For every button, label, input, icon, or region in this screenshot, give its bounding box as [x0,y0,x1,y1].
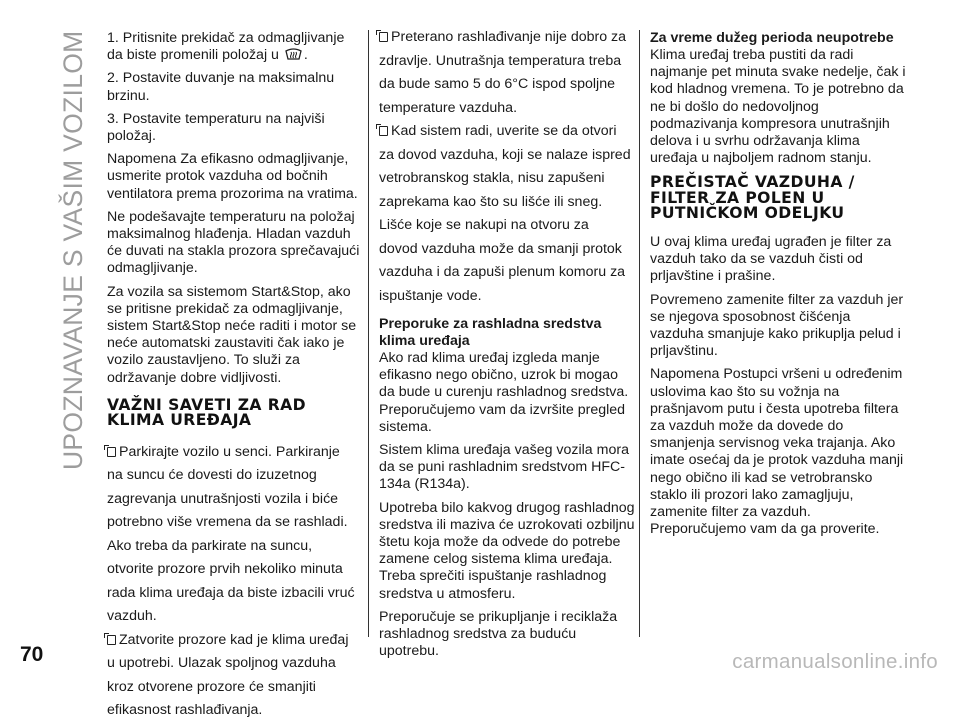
watermark: carmanualsonline.info [732,650,938,673]
heading-line: PUTNIČKOM ODELJKU [650,204,845,223]
recycling-paragraph: Preporučuje se prikupljanje i reciklaža rashladnog sredstva za buduću upotrebu. [379,608,618,660]
heading-line: FILTER ZA POLEN U [650,188,825,207]
tip-line: za dovod vazduha, koji se nalaze ispred [379,146,631,163]
tip-text: Parkirajte vozilo u senci. Parkiranje [119,443,340,460]
heading-line: KLIMA UREĐAJA [107,411,252,430]
long-storage-paragraph: Klima uređaj treba pustiti da radi najmanje pet minuta svake nedelje, čak i kod hladnog vremena. To je potrebno da ne bi došlo do nedovoljnog podmazivanja kompresora unutrašnjih delova i u svrhu održavanja klima uređaja u najboljem radnom stanju. [650,47,906,167]
tip-parking [107,441,364,629]
refrigerant-type-paragraph: Sistem klima uređaja vašeg vozila mora da se puni rashladnim sredstvom HFC-134a (R134a). [379,442,629,493]
tip-bullet-icon [107,635,116,645]
tip-line: otvorite prozore prvih nekoliko minuta [107,561,343,578]
start-stop-paragraph: Za vozila sa sistemom Start&Stop, ako se pritisne prekidač za odmagljivanje, sistem Start&Stop neće raditi i motor se neće automatski zaustaviti čak iako je vozilo zaustavljeno. To služi za održavanje dobre vidljivosti. [107,283,357,386]
tip-line [379,120,636,144]
tip-bullet-icon [379,32,388,42]
filter-intro-paragraph: U ovaj klima uređaj ugrađen je filter za vazduh tako da se vazduh čisti od prljavštine i prašine. [650,233,892,285]
step-3: 3. Postavite temperaturu na najviši položaj. [107,110,325,145]
tip-line: vazduha i da zapuši plenum komoru za [379,264,626,280]
tip-line: u upotrebi. Ulazak spoljnog vazduha [107,655,336,672]
tip-line: vetrobranskog stakla, nisu zapušeni [379,170,605,186]
tip-line [107,629,364,653]
subheading-long-storage: Za vreme dužeg perioda neupotrebe [650,30,894,46]
tip-line: rada klima uređaja da biste izbacili vruć [107,584,355,601]
tip-line: zaprekama kao što su lišće ili sneg. [379,193,603,210]
step-1-end: . [303,47,308,64]
tip-text: Preterano rashlađivanje nije dobro za [391,29,627,45]
tip-air-intake [379,120,636,308]
column-1 [107,30,364,723]
tip-line [379,26,636,50]
tip-line: temperature vazduha. [379,99,518,116]
tip-line: zdravlje. Unutrašnja temperatura treba [379,52,622,69]
tip-overcooling [379,26,636,120]
column-3 [650,30,907,544]
tip-line: Ako treba da parkirate na suncu, [107,537,313,554]
step-2: 2. Postavite duvanje na maksimalnu brzinu. [107,70,335,104]
tip-windows [107,629,364,723]
tip-text: Kad sistem radi, uverite se da otvori [391,123,617,139]
section-heading [650,175,907,222]
heading-line: VAŽNI SAVETI ZA RAD [107,395,306,414]
tip-line: ispuštanje vode. [379,287,482,304]
note-paragraph: Napomena Za efikasno odmagljivanje, usmerite protok vazduha od bočnih ventilatora prema prozorima na vratima. [107,151,358,202]
filter-replace-paragraph: Povremeno zamenite filter za vazduh jer se njegova sposobnost čišćenja vazduha smanjuje kako prikuplja pelud i prljavštinu. [650,291,904,360]
tip-line: Lišće koje se nakupi na otvoru za [379,217,589,233]
windshield-defrost-icon [285,48,302,60]
step-1-text: 1. Pritisnite prekidač za odmagljivanje da biste promenili položaj u [107,30,345,64]
section-title-vertical: UPOZNAVANJE S VAŠIM VOZILOM [58,30,88,470]
tip-text: Zatvorite prozore kad je klima uređaj [119,631,349,648]
heading-line: PREČISTAČ VAZDUHA / [650,173,855,192]
tip-line: da bude samo 5 do 6°C ispod spoljne [379,76,615,92]
filter-note-paragraph: Napomena Postupci vršeni u određenim uslovima kao što su vožnja na prašnjavom putu i česta upotreba filtera za vazduh može da dovede do smanjenja servisnog veka trajanja. Ako imate osećaj da je protok vazduha manji nego obično ili kad se vetrobransko staklo ili prozori lako zamagljuju, zamenite filter za vazduh. Preporučujemo vam da ga proverite. [650,366,904,538]
column-2 [379,30,636,666]
warning-paragraph: Ne podešavajte temperaturu na položaj maksimalnog hlađenja. Hladan vazduh će duvati na stakla prozora sprečavajući odmagljivanje. [107,208,360,277]
tip-line: zagrevanja unutrašnjosti vozila i biće [107,490,339,507]
tip-line: kroz otvorene prozore će smanjiti [107,678,316,695]
column-divider [368,30,369,637]
page-number: 70 [20,643,44,666]
tip-line: vazduh. [107,608,157,625]
tip-bullet-icon [107,447,116,457]
refrigerant-warning-paragraph: Upotreba bilo kakvog drugog rashladnog sredstva ili maziva će uzrokovati ozbiljnu štetu koja može da odvede do potrebe zamene celog sistema klima uređaja. Treba sprečiti ispuštanje rashladnog sredstva u atmosferu. [379,499,635,602]
tip-line [107,441,364,465]
tip-line: efikasnost rashlađivanja. [107,702,263,719]
refrigerant-paragraph: Ako rad klima uređaj izgleda manje efikasno nego obično, uzrok bi mogao da bude u curenju rashladnog sredstva. Preporučujemo vam da izvršite pregled sistema. [379,350,629,435]
subheading-refrigerant: Preporuke za rashladna sredstva klima uređaja [379,316,602,349]
section-heading [107,395,364,430]
column-divider [639,30,640,637]
tip-line: na suncu će dovesti do izuzetnog [107,467,317,484]
tip-line: potrebno više vremena da se rashladi. [107,514,348,531]
step-1 [107,30,364,64]
tip-line: dovod vazduha može da smanji protok [379,240,622,257]
tip-bullet-icon [379,126,388,136]
